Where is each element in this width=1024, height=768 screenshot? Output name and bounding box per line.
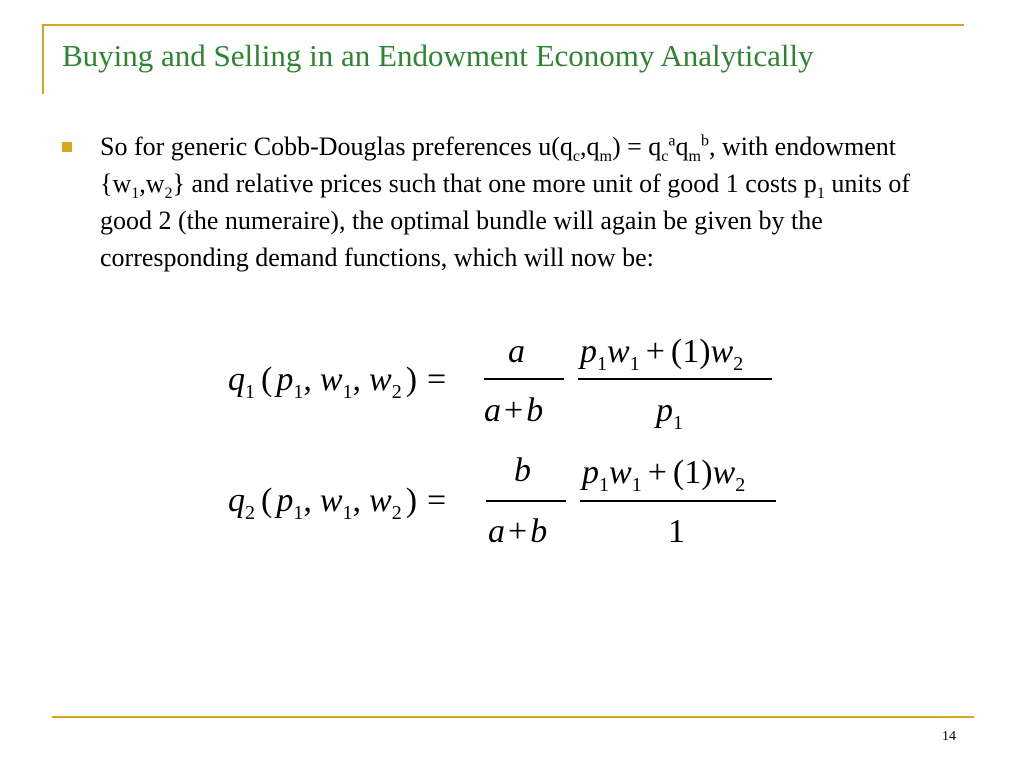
eq1-frac1-denominator: a+b xyxy=(484,392,544,429)
eq2-frac2-numerator: $p_1w_1 + (1)w_2$ xyxy=(582,454,746,496)
eq2-frac2-denominator: 1 xyxy=(668,513,685,550)
eq1-frac2-line xyxy=(578,378,772,380)
eq2-lhs: $q_2$ ( $p_1$, $w_1$, $w_2$ ) = xyxy=(228,482,447,524)
page-number: 14 xyxy=(942,729,956,744)
eq1-frac2-numerator: $p_1w_1 + (1)w_2$ xyxy=(580,333,744,375)
eq1-frac2-denominator: $p_1$ xyxy=(656,392,683,434)
slide-title: Buying and Selling in an Endowment Economy Analytically xyxy=(62,38,814,73)
bullet-marker-icon xyxy=(62,142,72,152)
eq1-frac1-numerator: a xyxy=(508,333,525,370)
eq1-lhs: $q_1$ ( $p_1$, $w_1$, $w_2$ ) = xyxy=(228,361,447,403)
eq2-frac1-denominator: a+b xyxy=(488,513,548,550)
footer-rule xyxy=(52,716,974,718)
eq2-frac1-numerator: b xyxy=(514,452,531,489)
bullet-text: So for generic Cobb-Douglas preferences $u(q_c,q_m) = q_c^aq_m^b$, with endowment $\{w_1,w_2\}$ and relative prices such that one more unit of good 1 costs $p_1$ units of good 2 (the numeraire), the optimal bundle will again be given by the corresponding demand functions, which will now be: xyxy=(100,132,911,272)
eq2-frac1-line xyxy=(486,500,566,502)
eq1-frac1-line xyxy=(484,378,564,380)
eq2-frac2-line xyxy=(580,500,776,502)
